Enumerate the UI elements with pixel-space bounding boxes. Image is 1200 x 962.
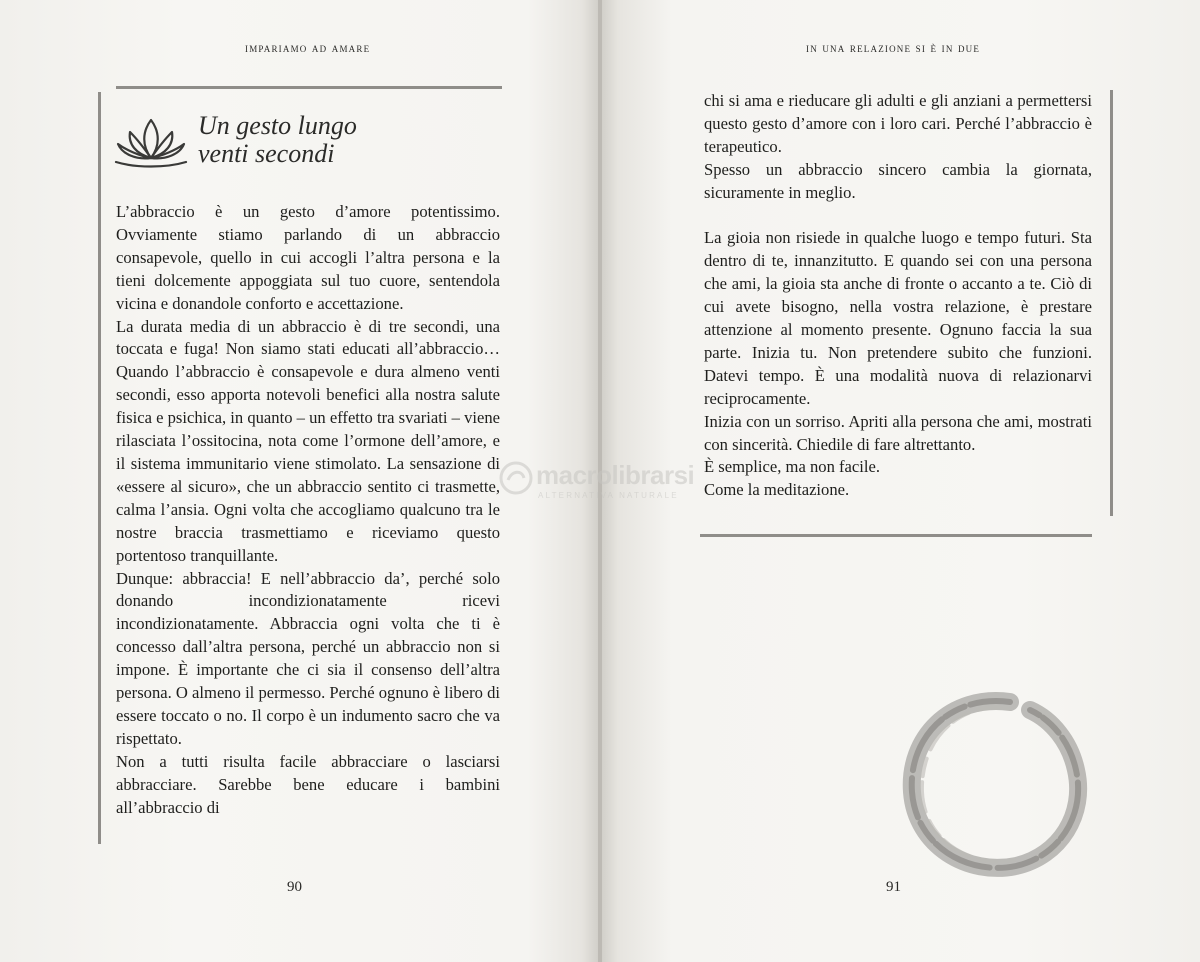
enso-circle-icon	[890, 680, 1100, 890]
watermark-name: macrolibrarsi	[536, 460, 695, 490]
page-number-left: 90	[287, 879, 302, 895]
chapter-title-block	[112, 112, 412, 172]
chapter-title-line-2: venti secondi	[198, 139, 335, 168]
lotus-icon	[112, 116, 190, 168]
running-head-left: impariamo ad amare	[245, 40, 371, 55]
paragraph: Inizia con un sorriso. Apriti alla persona che ami, mostrati con sincerità. Chiedile di fare altrettanto.	[704, 411, 1092, 454]
paragraph: È semplice, ma non facile.	[704, 457, 881, 477]
left-body-text	[116, 201, 500, 819]
running-head-right: in una relazione si è in due	[806, 40, 981, 55]
side-rule-left	[98, 92, 101, 844]
paragraph: Dunque: abbraccia! E nell’abbraccio da’, perché solo donando incondizionatamente ricevi incondizionatamente. Abbraccia ogni volta che ti è concesso dall’altra persona, perché un abbraccio non si impone. È importante che ci sia il consenso dell’altra persona. O almeno il permesso. Perché ognuno è libero di essere toccato o no. Il corpo è un indumento sacro che va rispettato.	[116, 568, 500, 748]
paragraph: L’abbraccio è un gesto d’amore potentissimo. Ovviamente stiamo parlando di un abbraccio consapevole, quello in cui accogli l’altra persona e la tieni dolcemente appoggiata sul tuo cuore, sentendola vicina e donandole conforto e accettazione.	[116, 202, 500, 313]
paragraph: La gioia non risiede in qualche luogo e tempo futuri. Sta dentro di te, innanzitutto. E quando sei con una persona che ami, la gioia sta anche di fronte o accanto a te. Ciò di cui avete bisogno, nella vostra relazione, è prestare attenzione al momento presente. Ognuno faccia la sua parte. Inizia tu. Non pretendere subito che funzioni. Datevi tempo. È una modalità nuova di relazionarvi reciprocamente.	[704, 228, 1092, 408]
chapter-title-line-1: Un gesto lungo	[198, 111, 357, 140]
watermark	[496, 458, 696, 508]
side-rule-right	[1110, 90, 1113, 516]
paragraph: Spesso un abbraccio sincero cambia la giornata, sicuramente in meglio.	[704, 159, 1092, 202]
paragraph: chi si ama e rieducare gli adulti e gli anziani a permettersi questo gesto d’amore con i loro cari. Perché l’abbraccio è terapeutico.	[704, 91, 1092, 156]
chapter-title	[198, 112, 357, 168]
paragraph: Non a tutti risulta facile abbracciare o lasciarsi abbracciare. Sarebbe bene educare i bambini all’abbraccio di	[116, 751, 500, 817]
watermark-tagline: ALTERNATIVA NATURALE	[538, 491, 679, 500]
page-number-right: 91	[886, 879, 901, 895]
top-rule-left	[116, 86, 502, 89]
right-body-text	[704, 90, 1092, 502]
watermark-logo-icon	[498, 460, 534, 496]
paragraph: La durata media di un abbraccio è di tre secondi, una toccata e fuga! Non siamo stati educati all’abbraccio… Quando l’abbraccio è consapevole e dura almeno venti secondi, esso apporta notevoli benefici alla nostra salute fisica e psichica, in quanto – un effetto tra svariati – viene rilasciata l’ossitocina, nota come l’ormone dell’amore, e il sistema immunitario viene stimolato. La sensazione di «essere al sicuro», che un abbraccio sentito ci trasmette, calma l’ansia. Ogni volta che accogliamo qualcuno tra le nostre braccia trasmettiamo e riceviamo questo portentoso tranquillante.	[116, 316, 500, 565]
paragraph: Come la meditazione.	[704, 480, 850, 500]
bottom-rule-right	[700, 534, 1092, 537]
